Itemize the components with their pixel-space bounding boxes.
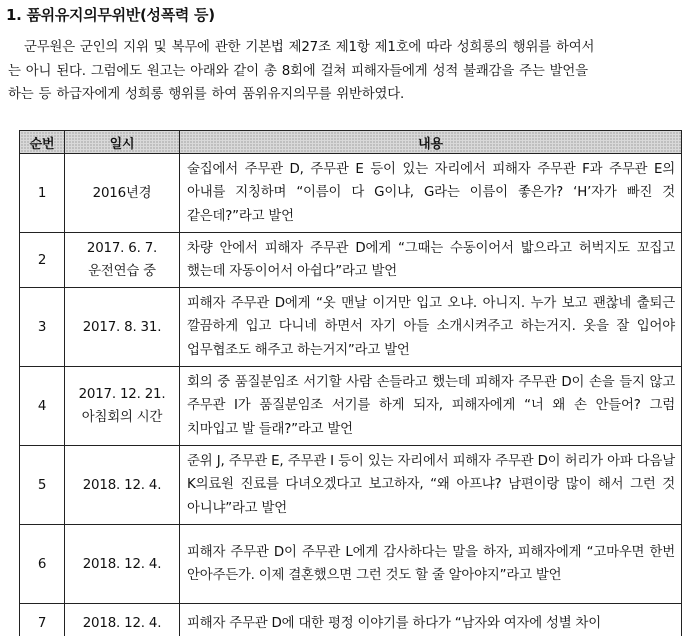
intro-line: 하는 등 하급자에게 성희롱 행위를 하여 품위유지의무를 위반하였다.	[8, 87, 405, 102]
cell-content: 차량 안에서 피해자 주무관 D에게 “그때는 수동이어서 밟으라고 허벅지도 꼬집고 했는데 자동이어서 아쉽다”라고 발언	[180, 233, 682, 288]
cell-date: 2017. 8. 31.	[65, 288, 180, 367]
intro-line: 군무원은 군인의 지위 및 복무에 관한 기본법 제27조 제1항 제1호에 따라 성희롱의 행위를 하여서	[24, 40, 595, 55]
cell-date-value: 2017. 6. 7.	[86, 241, 158, 256]
cell-content: 회의 중 품질분임조 서기할 사람 손들라고 했는데 피해자 주무관 D이 손을 들지 않고 주무관 I가 품질분임조 서기를 하게 되자, 피해자에게 “너 왜 손 안들어? 그럼 치마입고 발 들래?”라고 발언	[180, 367, 682, 446]
cell-no: 1	[20, 154, 65, 233]
table-row	[20, 367, 682, 446]
cell-no: 7	[20, 604, 65, 636]
cell-no: 3	[20, 288, 65, 367]
table-row	[20, 288, 682, 367]
section-title: 1. 품위유지의무위반(성폭력 등)	[6, 6, 215, 24]
cell-date	[65, 233, 180, 288]
intro-paragraph	[8, 36, 680, 107]
cell-date-note: 아침회의 시간	[81, 410, 163, 425]
cell-content: 술집에서 주무관 D, 주무관 E 등이 있는 자리에서 피해자 주무관 F과 주무관 E의 아내를 지칭하며 “이름이 다 G이냐, G라는 이름이 좋은가? ‘H’자가 빠진 것 같은데?”라고 발언	[180, 154, 682, 233]
cell-content: 피해자 주무관 D이 주무관 L에게 감사하다는 말을 하자, 피해자에게 “고마우면 한번 안아주든가. 이제 결혼했으면 그런 것도 할 줄 알아야지”라고 발언	[180, 525, 682, 604]
cell-no: 5	[20, 446, 65, 525]
table-row	[20, 154, 682, 233]
cell-date: 2018. 12. 4.	[65, 604, 180, 636]
table-row	[20, 604, 682, 636]
cell-date: 2016년경	[65, 154, 180, 233]
table-row	[20, 233, 682, 288]
table-row	[20, 446, 682, 525]
cell-date: 2018. 12. 4.	[65, 525, 180, 604]
cell-content: 준위 J, 주무관 E, 주무관 I 등이 있는 자리에서 피해자 주무관 D이 허리가 아파 다음날 K의료원 진료를 다녀오겠다고 보고하자, “왜 아프냐? 남편이랑 많이 해서 그런 것 아니냐”라고 발언	[180, 446, 682, 525]
cell-no: 6	[20, 525, 65, 604]
intro-line: 는 아니 된다. 그럼에도 원고는 아래와 같이 총 8회에 걸쳐 피해자들에게 성적 불쾌감을 주는 발언을	[8, 63, 588, 79]
cell-no: 2	[20, 233, 65, 288]
harassment-records-table	[19, 130, 682, 636]
cell-no: 4	[20, 367, 65, 446]
cell-content: 피해자 주무관 D에게 “옷 맨날 이거만 입고 오냐. 아니지. 누가 보고 괜찮네 출퇴근 깔끔하게 입고 다니네 하면서 자기 아들 소개시켜주고 하는거지. 옷을 잘 입어야 업무협조도 해주고 하는거지”라고 발언	[180, 288, 682, 367]
header-date: 일시	[65, 131, 180, 154]
table-row	[20, 525, 682, 604]
header-no: 순번	[20, 131, 65, 154]
cell-date-note: 운전연습 중	[88, 264, 156, 279]
cell-date	[65, 367, 180, 446]
cell-date: 2018. 12. 4.	[65, 446, 180, 525]
header-content: 내용	[180, 131, 682, 154]
cell-date-value: 2017. 12. 21.	[78, 387, 166, 402]
table-header-row	[20, 131, 682, 154]
cell-content: 피해자 주무관 D에 대한 평정 이야기를 하다가 “남자와 여자에 성별 차이	[180, 604, 682, 636]
